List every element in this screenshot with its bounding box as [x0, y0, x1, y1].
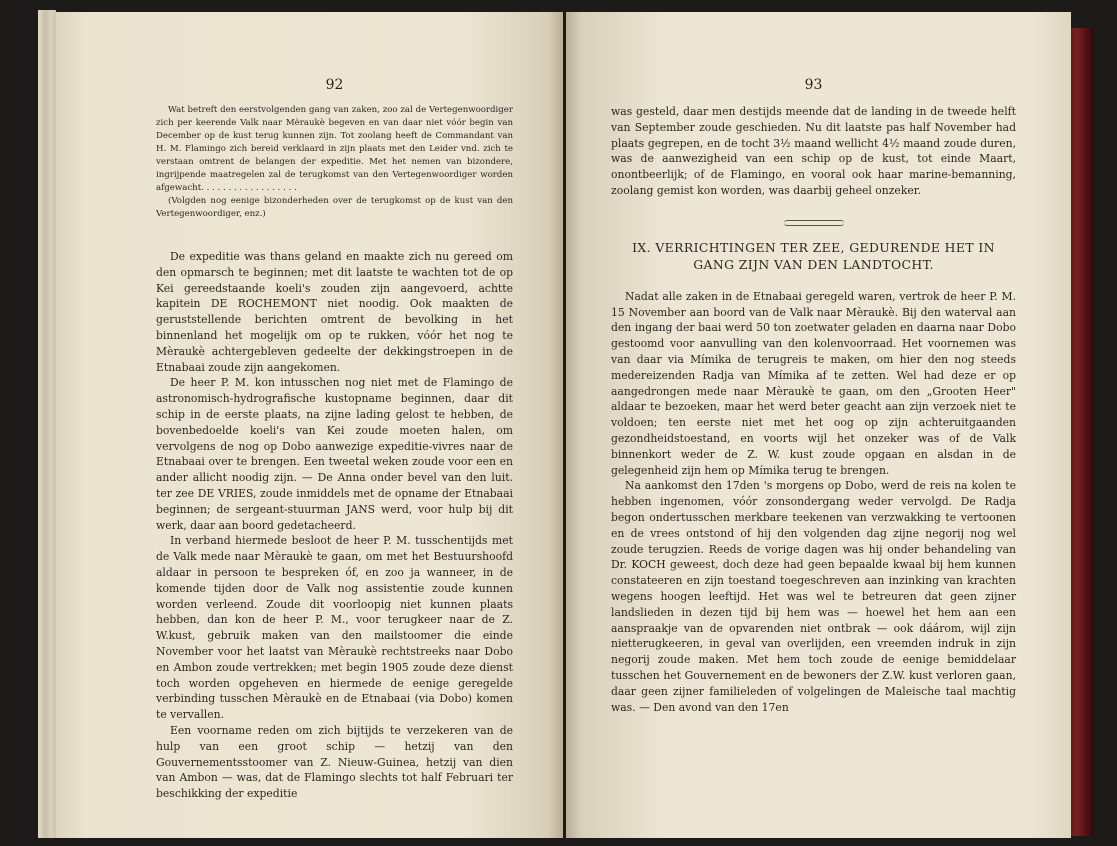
body-paragraph: De heer P. M. kon intusschen nog niet met de Flamingo de astronomisch-hydrografische kustopname beginnen, daar dit schip in de eerste plaats, na zijne lading gelost te hebben, de bovenbedoelde koeli's van Kei zoude moeten halen, om vervolgens de nog op Dobo aanwezige expeditie-vivres naar de Etnabaai over te brengen. Een tweetal weken zoude voor een en ander allicht noodig zijn. — De Anna onder bevel van den luit. ter zee DE VRIES, zoude inmiddels met de opname der Etnabaai beginnen; de sergeant-stuurman JANS werd, voor hulp bij dit werk, daar aan boord gedetacheerd.: [156, 376, 513, 532]
body-paragraph: Een voorname reden om zich bijtijds te verzekeren van de hulp van een groot schip — hetzij van den Gouvernementsstoomer van Z. Nieuw-Guinea, hetzij van dien van Ambon — was, dat de Flamingo slechts tot half Februari ter beschikking der expeditie: [156, 723, 513, 801]
section-ornament-icon: [611, 211, 1016, 221]
body-paragraph: Nadat alle zaken in de Etnabaai geregeld waren, vertrok de heer P. M. 15 November aan boord van de Valk naar Mèraukè. Bij den waterval aan den ingang der baai werd 50 ton zoetwater geladen en daarna naar Dobo gestoomd voor aanvulling van den kolenvoorraad. Het voornemen was van daar via Mímika de terugreis te maken, om hier den nog steeds medereizenden Radja van Mímika af te zetten. Wel had deze er op aangedrongen mede naar Mèraukè te gaan, om den „Grooten Heer" aldaar te bezoeken, maar het werd beter geacht aan zijn verzoek niet te voldoen; ten eerste niet met het oog op zijn achteruitgaanden gezondheidstoestand, en voorts wijl het onzeker was of de Valk binnenkort weder de Z. W. kust zoude opgaan en alsdan in de gelegenheid zijn hem op Mímika terug te brengen.: [611, 289, 1016, 477]
footnote-paragraph: (Volgden nog eenige bizonderheden over de terugkomst op de kust van den Vertegenwoordiger, enz.): [156, 196, 513, 219]
book-cover-edge-right: [1068, 28, 1094, 836]
body-paragraph: Na aankomst den 17den 's morgens op Dobo, werd de reis na kolen te hebben ingenomen, vóór zonsondergang weder vervolgd. De Radja begon ondertusschen merkbare teekenen van verzwakking te vertoonen en de vrees ontstond of hij den volgenden dag zijne negorij nog wel zoude terugzien. Reeds de vorige dagen was hij onder behandeling van Dr. KOCH geweest, doch deze had geen bepaalde kwaal bij hem kunnen constateeren en zijn toestand toegeschreven aan inzinking van krachten wegens hoogen leeftijd. Het was wel te betreuren dat geen zijner landslieden in dezen tijd bij hem was — hoewel het hem aan een aanspraakje van de opvarenden niet ontbrak — ook dáárom, wijl zijn nietterugkeeren, in geval van overlijden, een vreemden indruk in zijn negorij zoude maken. Met hem toch zoude de eenige bemiddelaar tusschen het Gouvernement en de bewoners der Z.W. kust verloren gaan, daar geen zijner familieleden of volgelingen de Maleische taal machtig was. — Den avond van den 17en: [611, 479, 1016, 714]
chapter-heading: [611, 239, 1016, 273]
book-fore-edge-left: [38, 10, 56, 838]
body-paragraph: In verband hiermede besloot de heer P. M. tusschentijds met de Valk mede naar Mèraukè te gaan, om met het Bestuurshoofd aldaar in persoon te bespreken óf, en zoo ja wanneer, in de komende tijden door de Valk nog assistentie zoude kunnen worden verleend. Zoude dit voorloopig niet kunnen plaats hebben, dan kon de heer P. M., voor terugkeer naar de Z. W.kust, gebruik maken van den mailstoomer die einde November voor het laatst van Mèraukè rechtstreeks naar Dobo en Ambon zoude vertrekken; met begin 1905 zoude deze dienst toch worden opgeheven en hiermede de eenige geregelde verbinding tusschen Mèraukè en de Etnabaai (via Dobo) komen te vervallen.: [156, 534, 513, 722]
continuation-paragraph: was gesteld, daar men destijds meende dat de landing in de tweede helft van September zoude geschieden. Nu dit laatste pas half November had plaats gegrepen, en de tocht 3½ maand wellicht 4½ maand zoude duren, was de aanwezigheid van een schip op de kust, tot einde Maart, onontbeerlijk; of de Flamingo, en vooral ook haar marine-bemanning, zoolang gemist kon worden, was daarbij geheel onzeker.: [611, 105, 1016, 197]
right-page: [566, 12, 1071, 838]
page-number-left: 92: [325, 77, 344, 93]
footnote-paragraph: Wat betreft den eerstvolgenden gang van zaken, zoo zal de Vertegenwoordiger zich per keerende Valk naar Mèraukè begeven en van daar niet vóór begin van December op de kust terug kunnen zijn. Tot zoolang heeft de Commandant van H. M. Flamingo zich bereid verklaard in zijn plaats met den Leider vnd. zich te verstaan omtrent de belangen der expeditie. Met het nemen van bizondere, ingrijpende maatregelen zal de terugkomst van den Vertegenwoordiger worden afgewacht. . . . . . . . . . . . . . . . . .: [156, 105, 513, 193]
chapter-heading-line: GANG ZIJN VAN DEN LANDTOCHT.: [693, 256, 934, 272]
page-number-right: 93: [804, 77, 823, 93]
chapter-heading-line: IX. VERRICHTINGEN TER ZEE, GEDURENDE HET IN: [632, 239, 995, 255]
body-paragraph: De expeditie was thans geland en maakte zich nu gereed om den opmarsch te beginnen; met dit laatste te wachten tot de op Kei gereedstaande koeli's zouden zijn aangevoerd, achtte kapitein DE ROCHEMONT niet noodig. Ook maakten de geruststellende berichten omtrent de bevolking in het binnenland het mogelijk om op te rukken, vóór het nog te Mèraukè achtergebleven gedeelte der dekkingstroepen in de Etnabaai zoude zijn aangekomen.: [156, 250, 513, 374]
left-page: [56, 12, 563, 838]
